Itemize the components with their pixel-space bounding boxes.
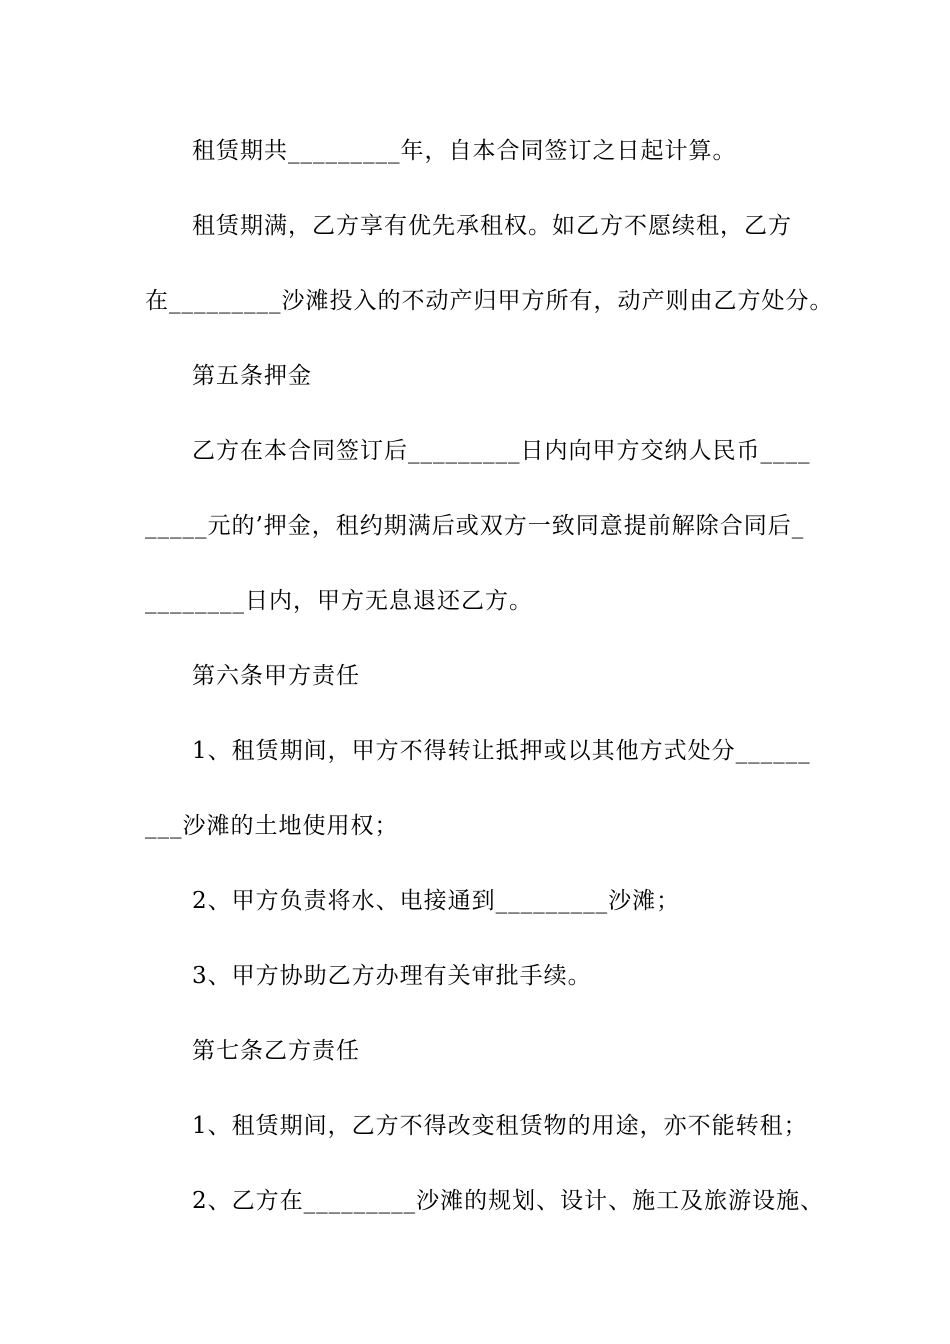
heading-article-5-deposit: 第五条押金 (192, 363, 312, 389)
clause-party-b-2: 2、乙方在_________沙滩的规划、设计、施工及旅游设施、 (192, 1188, 825, 1214)
paragraph-deposit-cont-1: _____元的’押金，租约期满后或双方一致同意提前解除合同后_ (145, 513, 805, 539)
paragraph-lease-term: 租赁期共_________年，自本合同签订之日起计算。 (192, 138, 737, 164)
paragraph-lease-expiry-cont: 在_________沙滩投入的不动产归甲方所有，动产则由乙方处分。 (145, 288, 834, 314)
heading-article-7-party-b: 第七条乙方责任 (192, 1038, 360, 1064)
clause-party-a-1-cont: ___沙滩的土地使用权； (145, 813, 399, 839)
paragraph-lease-expiry: 租赁期满，乙方享有优先承租权。如乙方不愿续租，乙方 (192, 213, 792, 239)
paragraph-deposit: 乙方在本合同签订后_________日内向甲方交纳人民币____ (192, 438, 811, 464)
clause-party-a-3: 3、甲方协助乙方办理有关审批手续。 (192, 963, 592, 989)
clause-party-a-2: 2、甲方负责将水、电接通到_________沙滩； (192, 888, 681, 914)
heading-article-6-party-a: 第六条甲方责任 (192, 663, 360, 689)
clause-party-a-1: 1、租赁期间，甲方不得转让抵押或以其他方式处分______ (192, 738, 811, 764)
clause-party-b-1: 1、租赁期间，乙方不得改变租赁物的用途，亦不能转租； (192, 1113, 808, 1139)
paragraph-deposit-cont-2: ________日内，甲方无息退还乙方。 (145, 588, 533, 614)
